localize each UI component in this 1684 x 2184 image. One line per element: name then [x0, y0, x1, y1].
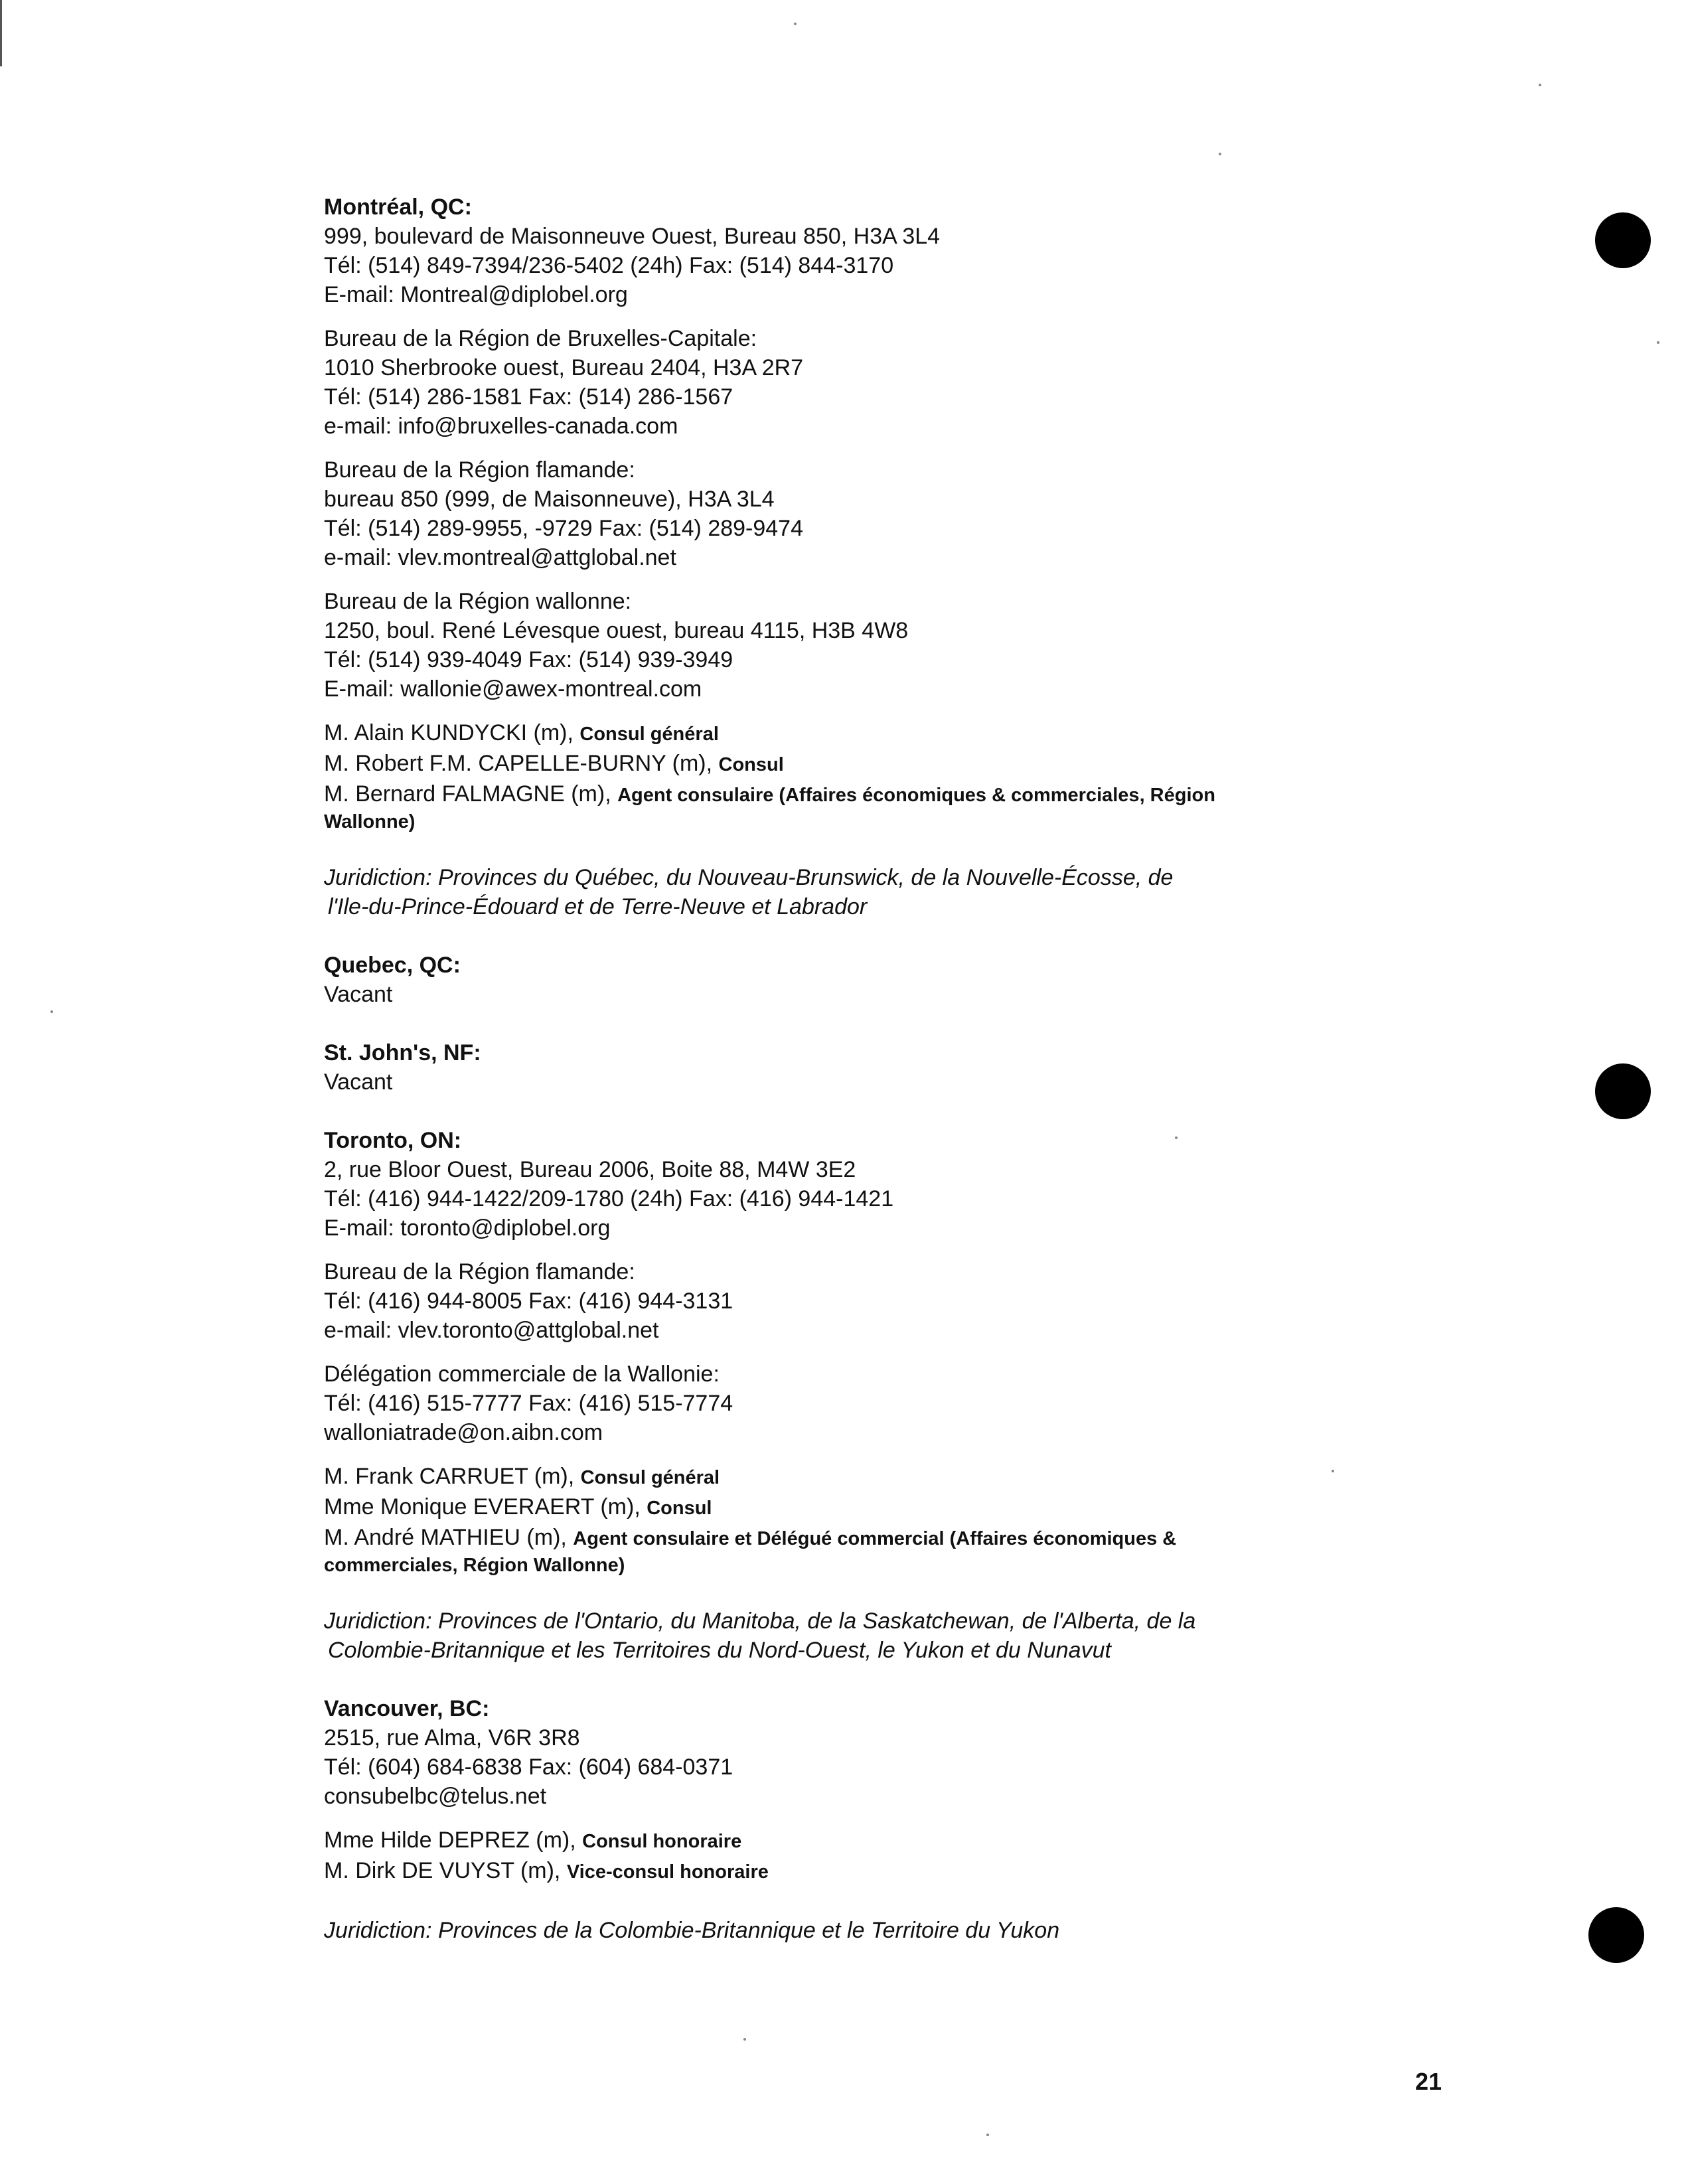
staff-title: Consul: [647, 1498, 712, 1519]
bruxelles-bureau-phone: Tél: (514) 286-1581 Fax: (514) 286-1567: [324, 384, 733, 410]
staff-entry: [324, 1523, 1359, 1553]
punch-hole-top: [1595, 212, 1651, 268]
flamande-bureau-title: Bureau de la Région flamande:: [324, 1259, 635, 1285]
wallonne-bureau-title: Bureau de la Région wallonne:: [324, 589, 632, 614]
montreal-phone-line: Tél: (514) 849-7394/236-5402 (24h) Fax: (514) 844-3170: [324, 253, 894, 278]
scan-speck: [50, 1010, 53, 1013]
flamande-bureau-email: e-mail: vlev.toronto@attglobal.net: [324, 1318, 659, 1343]
punch-hole-middle: [1595, 1063, 1651, 1119]
staff-title: Consul général: [579, 724, 719, 745]
staff-title: Consul: [718, 754, 784, 775]
staff-title: Agent consulaire et Délégué commercial (Affaires économiques &: [573, 1528, 1177, 1549]
jurisdiction-line: l'Ile-du-Prince-Édouard et de Terre-Neuve et Labrador: [328, 894, 868, 919]
staff-entry: [324, 1856, 1359, 1887]
wallonie-delegation-email: walloniatrade@on.aibn.com: [324, 1420, 603, 1445]
scan-speck: [743, 2038, 746, 2041]
jurisdiction-line: Colombie-Britannique et les Territoires du Nord-Ouest, le Yukon et du Nunavut: [328, 1638, 1111, 1663]
flamande-bureau-title: Bureau de la Région flamande:: [324, 457, 635, 483]
vancouver-section: [324, 1694, 1359, 1945]
vancouver-jurisdiction: [324, 1916, 1359, 1945]
quebec-status: Vacant: [324, 982, 393, 1007]
toronto-heading: Toronto, ON:: [324, 1128, 462, 1153]
bruxelles-bureau-email: e-mail: info@bruxelles-canada.com: [324, 414, 678, 439]
montreal-email-line: E-mail: Montreal@diplobel.org: [324, 282, 628, 307]
wallonne-bureau-phone: Tél: (514) 939-4049 Fax: (514) 939-3949: [324, 647, 733, 672]
punch-hole-bottom: [1588, 1907, 1644, 1963]
quebec-heading: Quebec, QC:: [324, 953, 461, 978]
wallonie-delegation-phone: Tél: (416) 515-7777 Fax: (416) 515-7774: [324, 1391, 733, 1416]
scan-speck: [1657, 341, 1659, 344]
staff-entry: [324, 718, 1359, 749]
montreal-address-line: 999, boulevard de Maisonneuve Ouest, Bureau 850, H3A 3L4: [324, 224, 941, 249]
montreal-wallonne-bureau: [324, 587, 1359, 704]
consulate-listing: [324, 193, 1359, 1945]
staff-name: M. Alain KUNDYCKI (m),: [324, 720, 580, 745]
toronto-flamande-bureau: [324, 1257, 1359, 1345]
scan-speck: [986, 2134, 989, 2136]
staff-name: Mme Monique EVERAERT (m),: [324, 1494, 647, 1520]
vancouver-staff-list: [324, 1826, 1359, 1887]
scan-speck: [1539, 84, 1541, 86]
montreal-bruxelles-bureau: [324, 324, 1359, 441]
wallonne-bureau-email: E-mail: wallonie@awex-montreal.com: [324, 676, 702, 702]
montreal-staff-list: [324, 718, 1359, 834]
quebec-section: [324, 951, 1359, 1009]
vancouver-phone-line: Tél: (604) 684-6838 Fax: (604) 684-0371: [324, 1755, 733, 1780]
staff-title: Vice-consul honoraire: [566, 1861, 769, 1883]
staff-title: Consul honoraire: [582, 1831, 742, 1852]
vancouver-address-line: 2515, rue Alma, V6R 3R8: [324, 1725, 580, 1751]
flamande-bureau-address: bureau 850 (999, de Maisonneuve), H3A 3L4: [324, 487, 775, 512]
staff-name: M. André MATHIEU (m),: [324, 1525, 574, 1550]
staff-name: M. Dirk DE VUYST (m),: [324, 1858, 567, 1883]
bruxelles-bureau-title: Bureau de la Région de Bruxelles-Capitale:: [324, 326, 757, 351]
scan-speck: [1219, 153, 1221, 155]
stjohns-section: [324, 1038, 1359, 1097]
toronto-address-line: 2, rue Bloor Ouest, Bureau 2006, Boite 88, M4W 3E2: [324, 1157, 856, 1182]
toronto-jurisdiction: [324, 1606, 1359, 1665]
toronto-address: [324, 1155, 1359, 1243]
montreal-heading: Montréal, QC:: [324, 195, 472, 220]
scan-speck: [794, 23, 797, 25]
staff-title-continued: Wallonne): [324, 811, 416, 832]
staff-title: Agent consulaire (Affaires économiques & commerciales, Région: [617, 785, 1215, 806]
staff-entry: [324, 1826, 1359, 1856]
flamande-bureau-email: e-mail: vlev.montreal@attglobal.net: [324, 545, 676, 570]
staff-entry: [324, 749, 1359, 779]
montreal-section: [324, 193, 1359, 921]
flamande-bureau-phone: Tél: (514) 289-9955, -9729 Fax: (514) 289-9474: [324, 516, 804, 541]
toronto-wallonie-delegation: [324, 1360, 1359, 1447]
staff-entry: [324, 1492, 1359, 1523]
vancouver-address: [324, 1723, 1359, 1811]
toronto-staff-list: [324, 1462, 1359, 1577]
staff-name: M. Bernard FALMAGNE (m),: [324, 781, 618, 807]
stjohns-status: Vacant: [324, 1069, 393, 1095]
wallonne-bureau-address: 1250, boul. René Lévesque ouest, bureau 4115, H3B 4W8: [324, 618, 909, 643]
staff-entry: [324, 779, 1359, 810]
staff-name: Mme Hilde DEPREZ (m),: [324, 1828, 583, 1853]
scan-edge-mark: [0, 0, 2, 66]
toronto-email-line: E-mail: toronto@diplobel.org: [324, 1215, 611, 1241]
wallonie-delegation-title: Délégation commerciale de la Wallonie:: [324, 1362, 720, 1387]
montreal-jurisdiction: [324, 863, 1359, 921]
stjohns-heading: St. John's, NF:: [324, 1040, 481, 1065]
vancouver-heading: Vancouver, BC:: [324, 1696, 490, 1721]
staff-title: Consul général: [580, 1467, 720, 1488]
staff-entry: [324, 1462, 1359, 1492]
staff-name: M. Robert F.M. CAPELLE-BURNY (m),: [324, 751, 719, 776]
montreal-flamande-bureau: [324, 455, 1359, 572]
staff-title-continued: commerciales, Région Wallonne): [324, 1555, 625, 1576]
montreal-address: [324, 222, 1359, 309]
bruxelles-bureau-address: 1010 Sherbrooke ouest, Bureau 2404, H3A 2R7: [324, 355, 804, 380]
jurisdiction-line: Juridiction: Provinces de l'Ontario, du Manitoba, de la Saskatchewan, de l'Alberta, de la: [324, 1608, 1196, 1634]
jurisdiction-line: Juridiction: Provinces de la Colombie-Britannique et le Territoire du Yukon: [324, 1918, 1060, 1943]
jurisdiction-line: Juridiction: Provinces du Québec, du Nouveau-Brunswick, de la Nouvelle-Écosse, de: [324, 865, 1174, 890]
page-number: 21: [1415, 2068, 1442, 2095]
vancouver-email-line: consubelbc@telus.net: [324, 1784, 547, 1809]
toronto-section: [324, 1126, 1359, 1665]
toronto-phone-line: Tél: (416) 944-1422/209-1780 (24h) Fax: (416) 944-1421: [324, 1186, 894, 1211]
flamande-bureau-phone: Tél: (416) 944-8005 Fax: (416) 944-3131: [324, 1288, 733, 1314]
staff-name: M. Frank CARRUET (m),: [324, 1464, 581, 1489]
